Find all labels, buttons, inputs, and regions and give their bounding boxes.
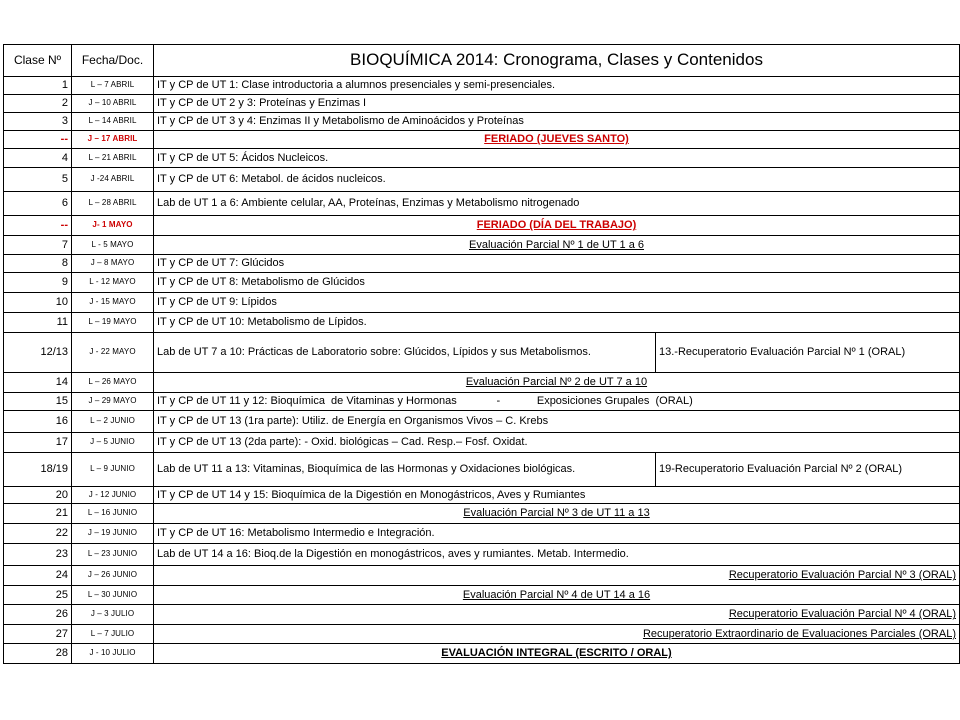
class-number: 5 <box>4 168 72 192</box>
table-row <box>4 192 960 216</box>
class-content: IT y CP de UT 14 y 15: Bioquímica de la Digestión en Monogástricos, Aves y Rumiantes <box>154 487 960 504</box>
class-date: J – 5 JUNIO <box>72 433 154 453</box>
class-date: L – 14 ABRIL <box>72 113 154 131</box>
class-date: L – 21 ABRIL <box>72 149 154 168</box>
class-number: 2 <box>4 95 72 113</box>
class-number: -- <box>4 131 72 149</box>
table-row <box>4 566 960 586</box>
class-number: 21 <box>4 504 72 524</box>
class-date: L – 7 ABRIL <box>72 77 154 95</box>
table-row <box>4 236 960 255</box>
table-row <box>4 333 960 373</box>
class-date: L - 5 MAYO <box>72 236 154 255</box>
class-date: J - 15 MAYO <box>72 293 154 313</box>
class-date: L – 28 ABRIL <box>72 192 154 216</box>
table-row <box>4 411 960 433</box>
table-row <box>4 149 960 168</box>
class-number: 18/19 <box>4 453 72 487</box>
makeup-exam-label: Recuperatorio Extraordinario de Evaluaciones Parciales (ORAL) <box>154 625 960 644</box>
class-number: 14 <box>4 373 72 393</box>
class-content: IT y CP de UT 10: Metabolismo de Lípidos. <box>154 313 960 333</box>
class-date: L – 23 JUNIO <box>72 544 154 566</box>
exam-label: Evaluación Parcial Nº 2 de UT 7 a 10 <box>154 373 960 393</box>
table-row <box>4 504 960 524</box>
class-content: IT y CP de UT 16: Metabolismo Intermedio e Integración. <box>154 524 960 544</box>
holiday-label: FERIADO (DÍA DEL TRABAJO) <box>154 216 960 236</box>
makeup-exam-label: Recuperatorio Evaluación Parcial Nº 3 (ORAL) <box>154 566 960 586</box>
class-date: L – 30 JUNIO <box>72 586 154 605</box>
class-number: 27 <box>4 625 72 644</box>
table-row <box>4 433 960 453</box>
table-row <box>4 644 960 664</box>
class-number: 12/13 <box>4 333 72 373</box>
class-date: J – 26 JUNIO <box>72 566 154 586</box>
class-date: J - 10 JULIO <box>72 644 154 664</box>
class-date: J – 3 JULIO <box>72 605 154 625</box>
class-number: -- <box>4 216 72 236</box>
table-row <box>4 255 960 273</box>
class-content: IT y CP de UT 6: Metabol. de ácidos nucleicos. <box>154 168 960 192</box>
class-number: 8 <box>4 255 72 273</box>
class-number: 22 <box>4 524 72 544</box>
class-date: J – 29 MAYO <box>72 393 154 411</box>
exam-label: Evaluación Parcial Nº 3 de UT 11 a 13 <box>154 504 960 524</box>
class-date: L – 19 MAYO <box>72 313 154 333</box>
class-date: J- 1 MAYO <box>72 216 154 236</box>
exam-label: Evaluación Parcial Nº 1 de UT 1 a 6 <box>154 236 960 255</box>
class-number: 16 <box>4 411 72 433</box>
makeup-exam-label: Recuperatorio Evaluación Parcial Nº 4 (ORAL) <box>154 605 960 625</box>
table-row <box>4 168 960 192</box>
class-number: 3 <box>4 113 72 131</box>
class-date: J - 22 MAYO <box>72 333 154 373</box>
header-fecha: Fecha/Doc. <box>72 45 154 77</box>
schedule-table <box>3 44 960 664</box>
class-content: IT y CP de UT 13 (2da parte): - Oxid. biológicas – Cad. Resp.– Fosf. Oxidat. <box>154 433 960 453</box>
header-clase: Clase Nº <box>4 45 72 77</box>
class-date: L – 26 MAYO <box>72 373 154 393</box>
table-row <box>4 487 960 504</box>
class-number: 25 <box>4 586 72 605</box>
table-row <box>4 77 960 95</box>
class-content: IT y CP de UT 7: Glúcidos <box>154 255 960 273</box>
class-date: J – 17 ABRIL <box>72 131 154 149</box>
class-content: Lab de UT 7 a 10: Prácticas de Laboratorio sobre: Glúcidos, Lípidos y sus Metabolismos. <box>154 333 656 373</box>
class-date: J – 8 MAYO <box>72 255 154 273</box>
final-exam-label: EVALUACIÓN INTEGRAL (ESCRITO / ORAL) <box>154 644 960 664</box>
class-date: L - 12 MAYO <box>72 273 154 293</box>
table-row <box>4 273 960 293</box>
class-number: 6 <box>4 192 72 216</box>
class-content: Lab de UT 14 a 16: Bioq.de la Digestión en monogástricos, aves y rumiantes. Metab. Intermedio. <box>154 544 960 566</box>
class-content: IT y CP de UT 13 (1ra parte): Utiliz. de Energía en Organismos Vivos – C. Krebs <box>154 411 960 433</box>
class-content: IT y CP de UT 2 y 3: Proteínas y Enzimas I <box>154 95 960 113</box>
class-content: IT y CP de UT 11 y 12: Bioquímica de Vitaminas y Hormonas - Exposiciones Grupales (ORAL) <box>154 393 960 411</box>
page-title: BIOQUÍMICA 2014: Cronograma, Clases y Contenidos <box>154 45 960 77</box>
table-row-holiday <box>4 131 960 149</box>
class-number: 4 <box>4 149 72 168</box>
table-row <box>4 393 960 411</box>
class-number: 9 <box>4 273 72 293</box>
class-number: 28 <box>4 644 72 664</box>
class-date: J -24 ABRIL <box>72 168 154 192</box>
class-content: IT y CP de UT 9: Lípidos <box>154 293 960 313</box>
table-row <box>4 524 960 544</box>
table-row <box>4 95 960 113</box>
class-number: 26 <box>4 605 72 625</box>
table-row <box>4 373 960 393</box>
table-row-holiday <box>4 216 960 236</box>
class-content: IT y CP de UT 5: Ácidos Nucleicos. <box>154 149 960 168</box>
class-number: 23 <box>4 544 72 566</box>
table-row <box>4 453 960 487</box>
class-date: J – 10 ABRIL <box>72 95 154 113</box>
class-number: 24 <box>4 566 72 586</box>
class-content: IT y CP de UT 1: Clase introductoria a alumnos presenciales y semi-presenciales. <box>154 77 960 95</box>
class-content: IT y CP de UT 8: Metabolismo de Glúcidos <box>154 273 960 293</box>
class-date: J - 12 JUNIO <box>72 487 154 504</box>
class-number: 20 <box>4 487 72 504</box>
class-number: 11 <box>4 313 72 333</box>
class-date: L – 9 JUNIO <box>72 453 154 487</box>
table-row <box>4 625 960 644</box>
holiday-label: FERIADO (JUEVES SANTO) <box>154 131 960 149</box>
makeup-exam-label: 19-Recuperatorio Evaluación Parcial Nº 2 (ORAL) <box>656 453 960 487</box>
table-row <box>4 544 960 566</box>
class-number: 1 <box>4 77 72 95</box>
class-content: Lab de UT 11 a 13: Vitaminas, Bioquímica de las Hormonas y Oxidaciones biológicas. <box>154 453 656 487</box>
table-row <box>4 113 960 131</box>
exam-label: Evaluación Parcial Nº 4 de UT 14 a 16 <box>154 586 960 605</box>
table-row <box>4 313 960 333</box>
class-content: Lab de UT 1 a 6: Ambiente celular, AA, Proteínas, Enzimas y Metabolismo nitrogenado <box>154 192 960 216</box>
class-number: 10 <box>4 293 72 313</box>
class-date: J – 19 JUNIO <box>72 524 154 544</box>
table-row <box>4 586 960 605</box>
makeup-exam-label: 13.-Recuperatorio Evaluación Parcial Nº 1 (ORAL) <box>656 333 960 373</box>
class-number: 7 <box>4 236 72 255</box>
table-row <box>4 605 960 625</box>
class-date: L – 2 JUNIO <box>72 411 154 433</box>
class-content: IT y CP de UT 3 y 4: Enzimas II y Metabolismo de Aminoácidos y Proteínas <box>154 113 960 131</box>
table-row <box>4 293 960 313</box>
class-number: 17 <box>4 433 72 453</box>
class-date: L – 16 JUNIO <box>72 504 154 524</box>
header-row <box>4 45 960 77</box>
class-number: 15 <box>4 393 72 411</box>
class-date: L – 7 JULIO <box>72 625 154 644</box>
